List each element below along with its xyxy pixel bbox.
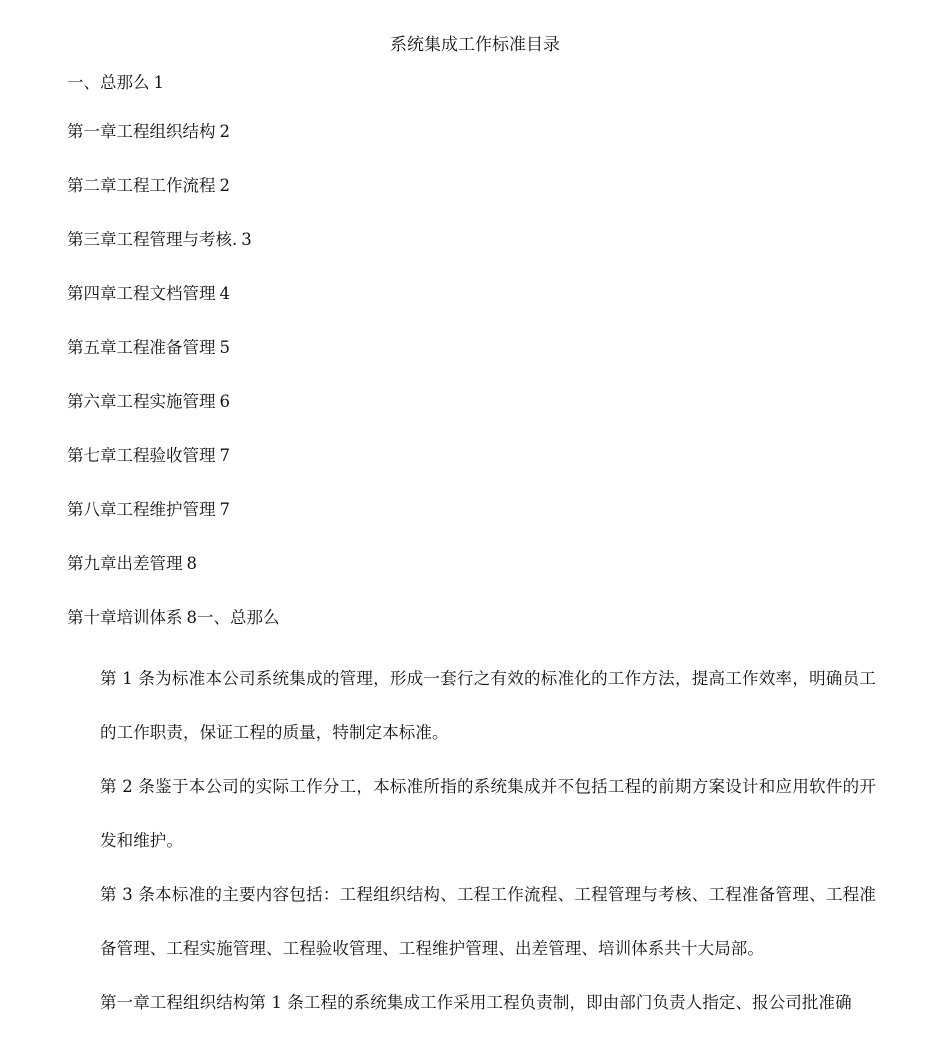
toc-entry-page: 3 [241,230,252,249]
toc-entry [67,445,280,499]
toc-entry [67,337,280,391]
toc-entry-page: 2 [219,122,230,141]
toc-entry-label: 第十章培训体系 [67,608,183,627]
toc-entry-page: 1 [153,73,164,92]
toc-entry-page: 8 [186,554,197,573]
toc-entry-page: 6 [219,392,230,411]
toc-entry [67,553,280,607]
toc-entry-label: 第四章工程文档管理 [67,284,216,303]
toc-entry [67,229,280,283]
document-title: 系统集成工作标准目录 [390,35,560,55]
table-of-contents [67,72,280,661]
toc-entry-label: 第八章工程维护管理 [67,500,216,519]
document-body [100,652,876,1030]
toc-entry [67,175,280,229]
body-paragraph: 第一章工程组织结构第 1 条工程的系统集成工作采用工程负责制，即由部门负责人指定、报公司批准确 [100,993,852,1012]
toc-entry [67,391,280,445]
toc-entry-page: 4 [219,284,230,303]
toc-entry-label: 第七章工程验收管理 [67,446,216,465]
toc-entry [67,72,280,121]
toc-entry-label: 第一章工程组织结构 [67,122,216,141]
toc-entry [67,499,280,553]
toc-entry-label: 第九章出差管理 [67,554,183,573]
toc-entry-label: 第五章工程准备管理 [67,338,216,357]
toc-entry-page: 7 [219,446,230,465]
toc-entry [67,283,280,337]
body-paragraph: 第 2 条鉴于本公司的实际工作分工，本标准所指的系统集成并不包括工程的前期方案设计和应用软件的开发和维护。 [100,777,876,850]
toc-entry-label: 一、总那么 [67,73,150,92]
body-paragraph: 第 1 条为标准本公司系统集成的管理，形成一套行之有效的标准化的工作方法，提高工作效率，明确员工的工作职责，保证工程的质量，特制定本标准。 [100,669,876,742]
toc-entry [67,121,280,175]
toc-entry-label: 第二章工程工作流程 [67,176,216,195]
toc-entry-page: 2 [219,176,230,195]
toc-entry-page: 5 [219,338,230,357]
toc-entry-label: 第六章工程实施管理 [67,392,216,411]
toc-entry-label: 第三章工程管理与考核. [67,230,238,249]
toc-entry-page: 7 [219,500,230,519]
toc-entry-page: 8一、总那么 [186,608,280,627]
body-paragraph: 第 3 条本标准的主要内容包括：工程组织结构、工程工作流程、工程管理与考核、工程准备管理、工程准备管理、工程实施管理、工程验收管理、工程维护管理、出差管理、培训体系共十大局部。 [100,885,876,958]
